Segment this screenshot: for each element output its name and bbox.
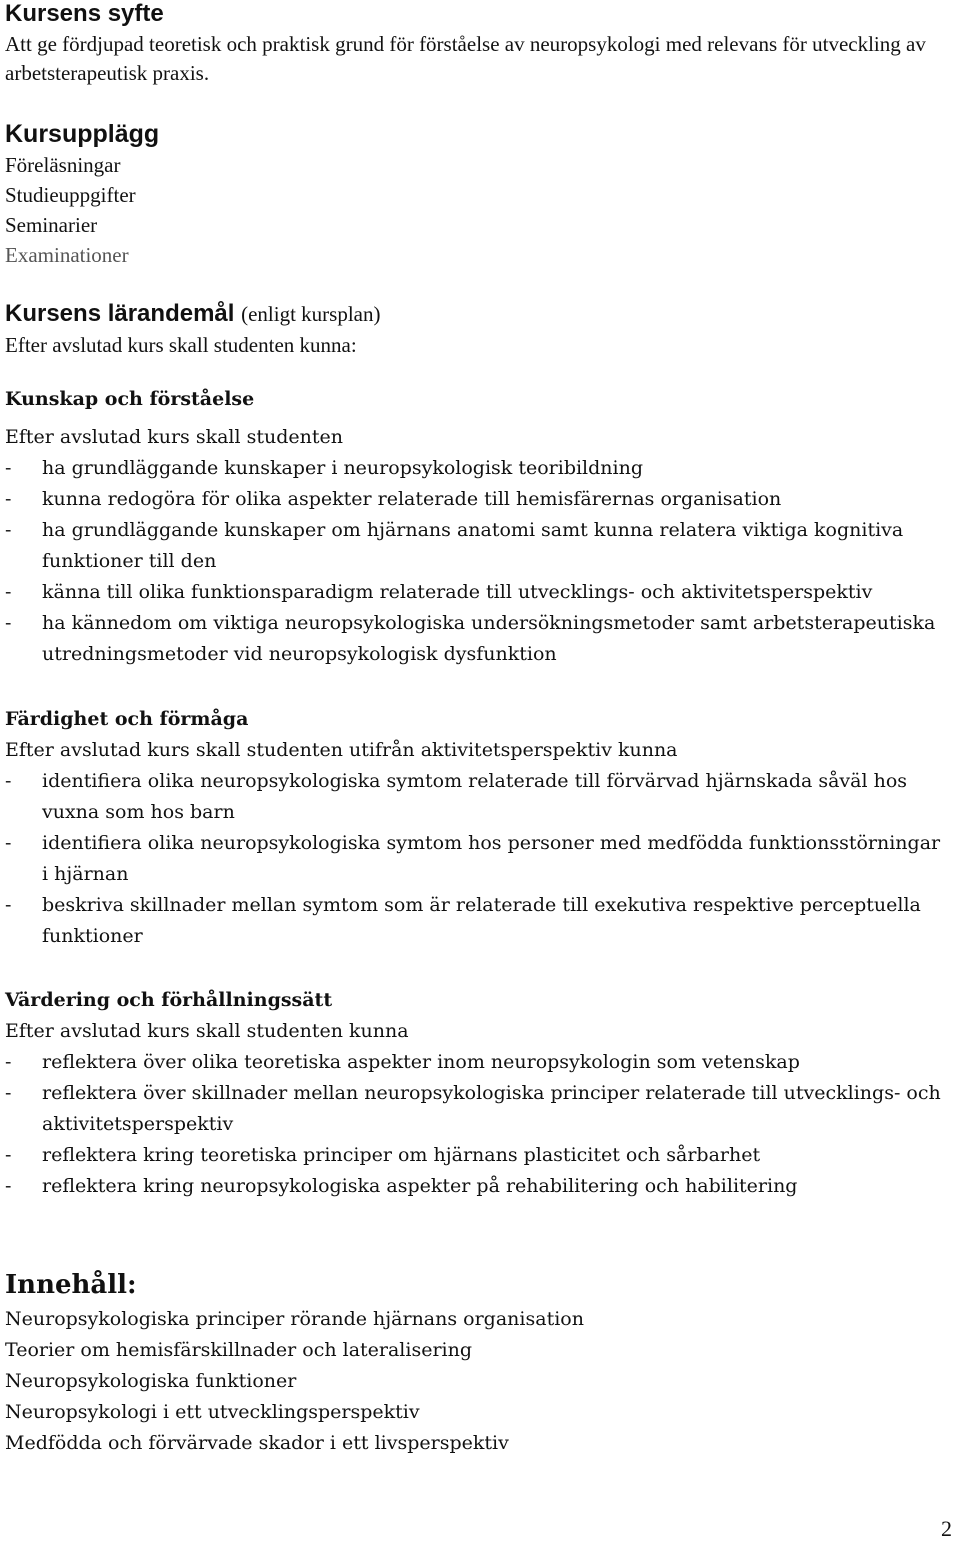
larandemal-title: Kursens lärandemål — [5, 300, 235, 327]
vardering-intro: Efter avslutad kurs skall studenten kunna — [5, 1020, 409, 1042]
list-item: - identifiera olika neuropsykologiska symtom relaterade till förvärvad hjärnskada såväl hos vuxna som hos barn — [5, 766, 952, 828]
innehall-title: Innehåll — [5, 1270, 128, 1300]
heading-vardering: Värdering och förhållningssätt — [5, 989, 333, 1011]
section-larandemal — [5, 298, 952, 360]
list-item: - reflektera över olika teoretiska aspekter inom neuropsykologin som vetenskap — [5, 1047, 952, 1078]
innehall-item: Neuropsykologi i ett utvecklingsperspektiv — [5, 1401, 420, 1423]
section-vardering — [5, 985, 952, 1202]
innehall-item: Medfödda och förvärvade skador i ett livsperspektiv — [5, 1432, 509, 1454]
section-innehall — [5, 1269, 952, 1459]
fardighet-intro: Efter avslutad kurs skall studenten utifrån aktivitetsperspektiv kunna — [5, 739, 678, 761]
upplagg-item: Examinationer — [5, 243, 129, 267]
list-item: - kunna redogöra för olika aspekter relaterade till hemisfärernas organisation — [5, 484, 952, 515]
larandemal-intro: Efter avslutad kurs skall studenten kunna: — [5, 333, 357, 357]
kunskap-list — [5, 453, 952, 670]
section-kunskap — [5, 384, 952, 670]
syfte-text: Att ge fördjupad teoretisk och praktisk grund för förståelse av neuropsykologi med relevans för utveckling av arbetsterapeutisk praxis. — [5, 32, 926, 85]
list-item: - reflektera över skillnader mellan neuropsykologiska principer relaterade till utvecklings- och aktivitetsperspektiv — [5, 1078, 952, 1140]
list-item: - ha grundläggande kunskaper i neuropsykologisk teoribildning — [5, 453, 952, 484]
heading-kunskap: Kunskap och förståelse — [5, 388, 255, 410]
section-fardighet — [5, 704, 952, 952]
heading-innehall — [5, 1269, 952, 1301]
upplagg-item: Seminarier — [5, 213, 98, 237]
innehall-item: Teorier om hemisfärskillnader och lateralisering — [5, 1339, 473, 1361]
list-item: - ha grundläggande kunskaper om hjärnans anatomi samt kunna relatera viktiga kognitiva funktioner till den — [5, 515, 952, 577]
fardighet-list — [5, 766, 952, 952]
heading-fardighet: Färdighet och förmåga — [5, 708, 249, 730]
upplagg-item: Föreläsningar — [5, 153, 121, 177]
larandemal-note: (enligt kursplan) — [241, 302, 381, 326]
vardering-list — [5, 1047, 952, 1202]
list-item: - känna till olika funktionsparadigm relaterade till utvecklings- och aktivitetsperspektiv — [5, 577, 952, 608]
list-item: - reflektera kring teoretiska principer om hjärnans plasticitet och sårbarhet — [5, 1140, 952, 1171]
page-number: 2 — [941, 1516, 952, 1541]
innehall-item: Neuropsykologiska funktioner — [5, 1370, 297, 1392]
list-item: - identifiera olika neuropsykologiska symtom hos personer med medfödda funktionsstörningar i hjärnan — [5, 828, 952, 890]
upplagg-item: Studieuppgifter — [5, 183, 136, 207]
section-syfte — [5, 0, 952, 88]
section-kursupplagg — [5, 119, 952, 270]
list-item: - ha kännedom om viktiga neuropsykologiska undersökningsmetoder samt arbetsterapeutiska utredningsmetoder vid neuropsykologisk dysfunktion — [5, 608, 952, 670]
heading-kursens-syfte: Kursens syfte — [5, 0, 164, 27]
list-item: - reflektera kring neuropsykologiska aspekter på rehabilitering och habilitering — [5, 1171, 952, 1202]
kunskap-intro: Efter avslutad kurs skall studenten — [5, 426, 343, 448]
innehall-item: Neuropsykologiska principer rörande hjärnans organisation — [5, 1308, 584, 1330]
heading-kursupplagg: Kursupplägg — [5, 120, 160, 148]
heading-larandemal — [5, 298, 952, 330]
innehall-colon: : — [127, 1270, 137, 1300]
list-item: - beskriva skillnader mellan symtom som är relaterade till exekutiva respektive perceptuella funktioner — [5, 890, 952, 952]
